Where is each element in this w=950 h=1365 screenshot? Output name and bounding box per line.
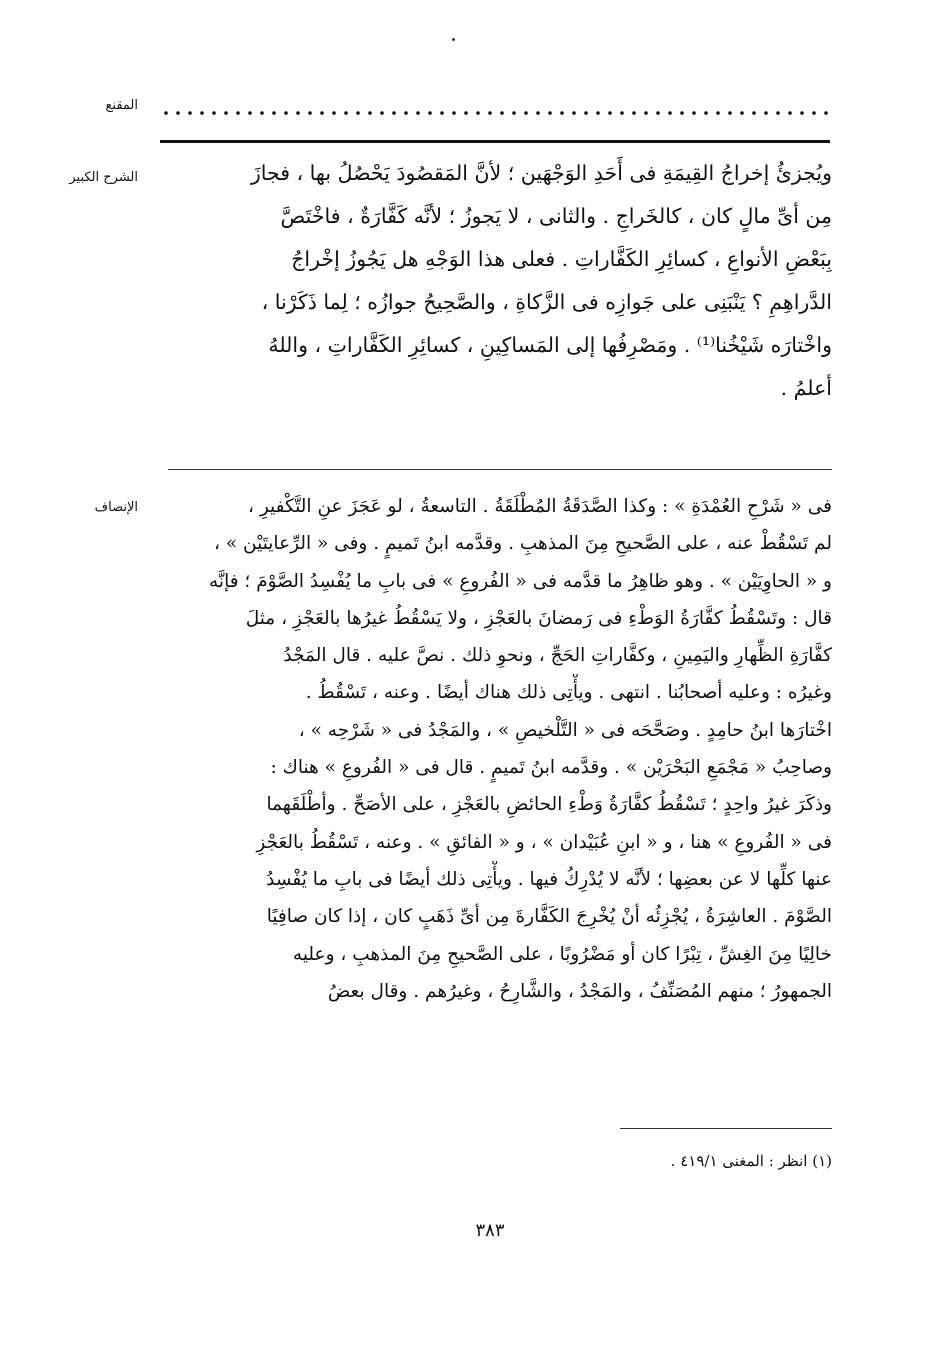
insaf-line: فى « شَرْحِ العُمْدَةِ » : وكذا الصَّدَقَةُ المُطْلَقَةُ . التاسعةُ ، لو عَجَزَ عنِ التَّكْفيرِ ، <box>248 496 832 517</box>
top-mark <box>452 38 455 41</box>
insaf-line: الجمهورُ ؛ منهم المُصَنِّفُ ، والمَجْدُ ، والشَّارِحُ ، وغيرُهم . وقال بعضُ <box>327 980 832 1002</box>
section-label-sharh: الشرح الكبير <box>69 170 138 185</box>
insaf-line: لم تَسْقُطْ عنه ، على الصَّحيحِ مِنَ المذهبِ . وقدَّمه ابنُ تَميمٍ . وفى « الرِّعايتَيْن » ، <box>213 533 832 555</box>
insaf-line: و « الحاوِيَيْن » . وهو ظاهِرُ ما قدَّمه فى « الفُروعِ » فى بابِ ما يُفْسِدُ الصَّوْمَ ؛ فإنَّه <box>209 570 832 592</box>
sharh-line: مِن أىِّ مالٍ كان ، كالخَراجِ . والثانى ، لا يَجوزُ ؛ لأنَّه كَفَّارَةٌ ، فاخْتَصَّ <box>280 204 832 228</box>
insaf-line: خالِيًا مِنَ الغِشِّ ، تِبْرًا كان أو مَضْرُوبًا ، على الصَّحيحِ مِنَ المذهبِ ، وعليه <box>292 943 832 965</box>
insaf-line: فى « الفُروعِ » هنا ، و « ابنِ عُبَيْدان » ، و « الفائقِ » . وعنه ، تَسْقُطُ بالعَجْزِ <box>256 831 832 853</box>
sharh-line: بِبَعْضِ الأنواعِ ، كسائِرِ الكَفَّاراتِ . فعلى هذا الوَجْهِ هل يَجُوزُ إخْراجُ <box>291 247 832 271</box>
section-label-insaf: الإنصاف <box>94 500 138 515</box>
insaf-line: عنها كلِّها لا عن بعضِها ؛ لأنَّه لا يُدْرِكُ فيها . ويأْتِى ذلك أيضًا فى بابِ ما يُفْسِدُ <box>266 868 832 890</box>
book-title: المقنع <box>105 98 138 113</box>
insaf-line: اخْتارَها ابنُ حامِدٍ . وصَحَّحَه فى « التَّلْخيصِ » ، والمَجْدُ فى « شَرْحِه » ، <box>298 719 832 741</box>
section-divider <box>168 469 832 470</box>
insaf-text-block <box>160 488 832 1010</box>
header-dotted-leader <box>160 108 830 118</box>
footnote-rule <box>620 1128 832 1129</box>
insaf-line: كفَّارَةِ الظِّهارِ واليَمِينِ ، وكفَّاراتِ الحَجِّ ، ونحوِ ذلك . نصَّ عليه . قال المَجْدُ <box>283 645 832 667</box>
insaf-line: وذكَرَ غيرُ واحِدٍ ؛ تَسْقُطُ كفَّارَةُ وَطْءِ الحائضِ بالعَجْزِ ، على الأصَحِّ . وأطْلَقَهما <box>266 794 832 816</box>
page-number: ٣٨٣ <box>475 1220 505 1241</box>
sharh-line: أعلمُ . <box>780 376 832 400</box>
page-header <box>160 98 830 146</box>
sharh-line: ويُجزئُ إخراجُ القِيمَةِ فى أَحَدِ الوَجْهَين ؛ لأنَّ المَقصُودَ يَحْصُلُ بها ، فجازَ <box>250 161 832 185</box>
sharh-line: واخْتارَه شَيْخُنا⁽¹⁾ . ومَصْرِفُها إلى المَساكِينِ ، كسائِرِ الكَفَّاراتِ ، واللهُ <box>268 333 832 357</box>
insaf-line: قال : وتَسْقُطُ كفَّارَةُ الوَطْءِ فى رَمضانَ بالعَجْزِ ، ولا يَسْقُطُ غيرُها بالعَجْزِ ، مثلَ <box>245 607 832 629</box>
insaf-line: الصَّوْمَ . العاشِرَةُ ، يُجْزِئُه أنْ يُخْرِجَ الكَفَّارةَ مِن أىِّ ذَهَبٍ كان ، إذا كان صافِيًا <box>266 906 832 928</box>
insaf-line: وصاحِبُ « مَجْمَعِ البَحْرَيْن » . وقدَّمه ابنُ تَميمٍ . قال فى « الفُروعِ » هناك : <box>270 757 832 779</box>
footnote: (١) انظر : المغنى ٤١٩/١ . <box>670 1152 832 1170</box>
sharh-line: الدَّراهِمِ ؟ يَنْبَنِى على جَوازِه فى الزَّكاةِ ، والصَّحِيحُ جوازُه ؛ لِما ذَكَرْنا ، <box>261 290 832 314</box>
header-rule <box>160 140 830 143</box>
insaf-line: وغيرُه : وعليه أصحابُنا . انتهى . ويأْتِى ذلك هناك أيضًا . وعنه ، تَسْقُطُ . <box>305 682 832 704</box>
sharh-text-block <box>160 152 832 410</box>
